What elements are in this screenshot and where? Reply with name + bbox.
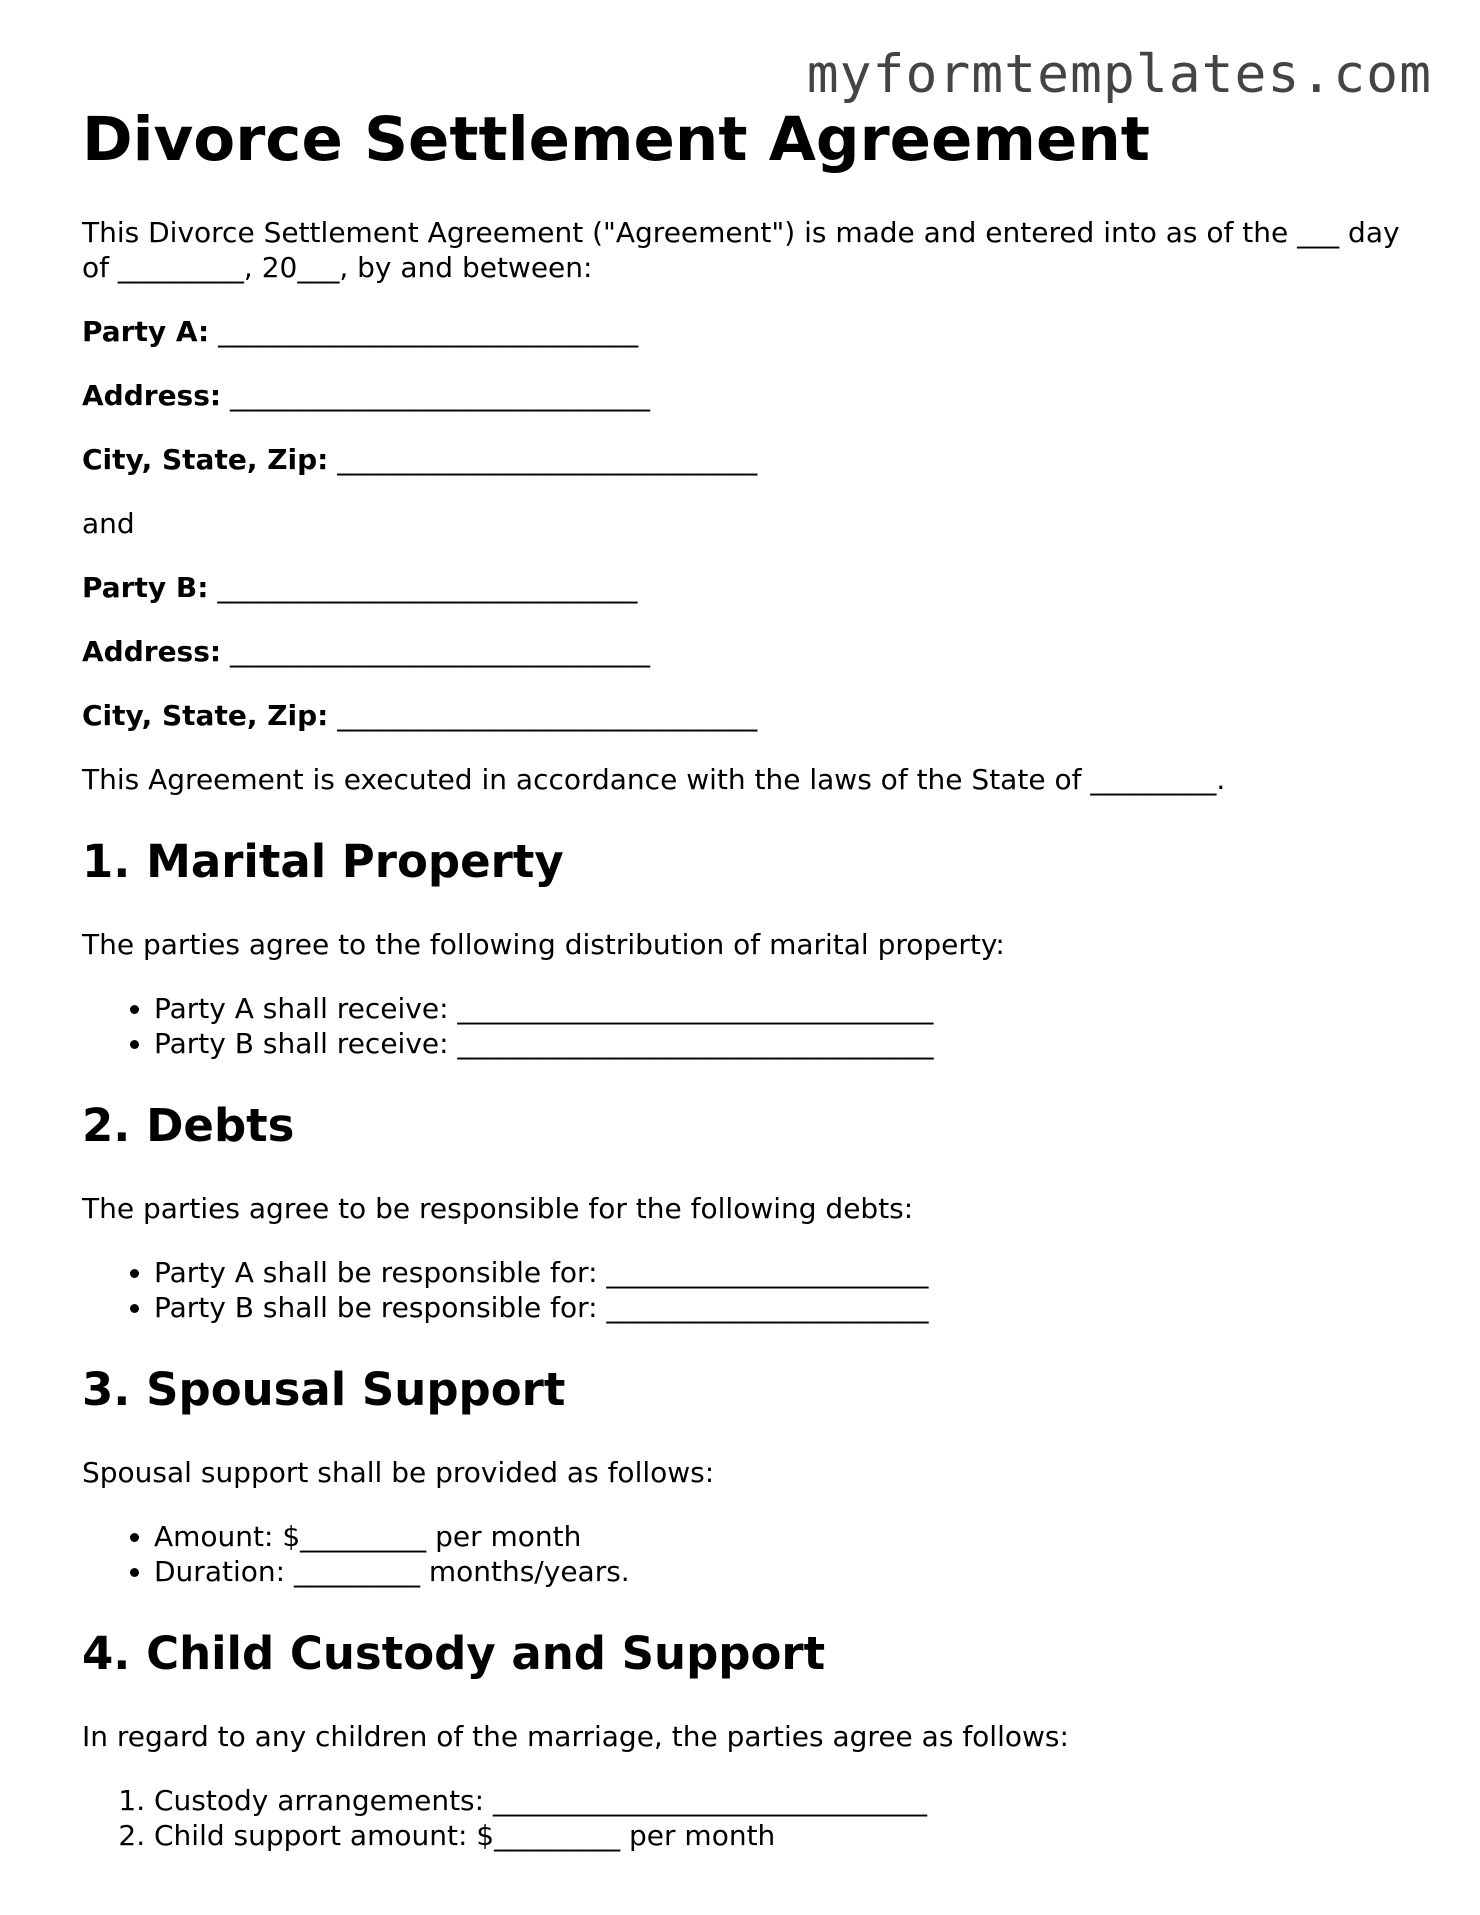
section-heading-marital-property: 1. Marital Property — [82, 835, 564, 889]
document-page — [82, 105, 1412, 1882]
governing-law-paragraph: This Agreement is executed in accordance with the laws of the State of _________. — [82, 763, 1226, 797]
section-heading-child-custody: 4. Child Custody and Support — [82, 1627, 826, 1681]
and-text: and — [82, 507, 135, 541]
section-text-child-custody: In regard to any children of the marriage, the parties agree as follows: — [82, 1720, 1069, 1754]
watermark: myformtemplates.com — [806, 44, 1432, 105]
section-text-debts: The parties agree to be responsible for the following debts: — [82, 1192, 914, 1226]
party-a-address-label: Address: — [82, 379, 222, 413]
section-heading-spousal-support: 3. Spousal Support — [82, 1363, 566, 1417]
list-item: • Party B shall be responsible for: _______________________ — [154, 1290, 1412, 1325]
party-a-city-label: City, State, Zip: — [82, 443, 329, 477]
list-item: • Party A shall be responsible for: _______________________ — [154, 1255, 1412, 1290]
party-b-name-label: Party B: — [82, 571, 209, 605]
marital-property-list — [82, 991, 1412, 1061]
party-b-name-blank: ______________________________ — [217, 571, 638, 605]
party-b-address-label: Address: — [82, 635, 222, 669]
list-item: • Duration: _________ months/years. — [154, 1554, 1412, 1589]
party-b-city-field — [82, 698, 1412, 733]
section-text-spousal-support: Spousal support shall be provided as follows: — [82, 1456, 715, 1490]
list-item: • Amount: $_________ per month — [154, 1519, 1412, 1554]
intro-paragraph: This Divorce Settlement Agreement ("Agreement") is made and entered into as of the ___ day of _________, 20___, by and between: — [82, 216, 1400, 285]
list-item: 2. Child support amount: $_________ per month — [154, 1818, 1412, 1853]
section-text-marital-property: The parties agree to the following distribution of marital property: — [82, 928, 1005, 962]
debts-list — [82, 1255, 1412, 1325]
party-a-city-blank: ______________________________ — [337, 443, 758, 477]
party-a-name-blank: ______________________________ — [218, 315, 639, 349]
child-custody-list — [82, 1783, 1412, 1853]
spousal-support-list — [82, 1519, 1412, 1589]
party-b-city-blank: ______________________________ — [337, 699, 758, 733]
list-item: 1. Custody arrangements: _______________________________ — [154, 1783, 1412, 1818]
party-b-address-field — [82, 634, 1412, 669]
party-a-address-field — [82, 378, 1412, 413]
list-item: • Party B shall receive: __________________________________ — [154, 1026, 1412, 1061]
party-a-city-field — [82, 442, 1412, 477]
page-title: Divorce Settlement Agreement — [82, 104, 1150, 175]
party-a-name-label: Party A: — [82, 315, 210, 349]
section-heading-debts: 2. Debts — [82, 1099, 295, 1153]
party-a-name-field — [82, 314, 1412, 349]
party-b-name-field — [82, 570, 1412, 605]
party-a-address-blank: ______________________________ — [230, 379, 650, 413]
list-item: • Party A shall receive: __________________________________ — [154, 991, 1412, 1026]
party-b-city-label: City, State, Zip: — [82, 699, 329, 733]
party-b-address-blank: ______________________________ — [230, 635, 650, 669]
